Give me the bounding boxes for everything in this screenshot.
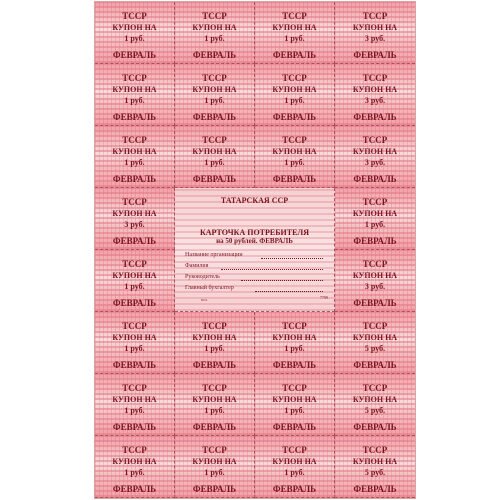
coupon-amount: 1 руб. [204,34,225,43]
coupon [95,188,175,250]
coupon-month: ФЕВРАЛЬ [353,360,397,370]
coupon [95,250,175,312]
coupon-month: ФЕВРАЛЬ [192,422,237,432]
coupon [335,126,415,188]
coupon [95,436,175,498]
coupon-label: КУПОН НА [272,457,317,466]
coupon-amount: 1 руб. [284,406,305,415]
coupon-amount: 3 руб. [364,282,386,291]
coupon-region: ТССР [122,445,147,455]
accountant-field-label: Главный бухгалтер [185,285,234,291]
coupon [95,312,175,374]
coupon-label: КУПОН НА [112,147,157,156]
coupon-region: ТССР [362,321,388,331]
coupon-region: ТССР [122,73,147,83]
coupon-month: ФЕВРАЛЬ [353,236,397,246]
surname-field-line [221,269,323,270]
coupon-label: КУПОН НА [352,395,398,404]
coupon [255,436,335,498]
coupon-month: ФЕВРАЛЬ [192,112,237,122]
coupon [95,374,175,436]
coupon-amount: 1 руб. [124,468,145,477]
coupon [95,126,175,188]
coupon-month: ФЕВРАЛЬ [112,422,157,432]
coupon-amount: 1 руб. [364,220,386,229]
coupon-region: ТССР [282,11,307,21]
coupon-amount: 3 руб. [124,220,145,229]
coupon-amount: 1 руб. [204,344,225,353]
coupon-label: КУПОН НА [352,457,398,466]
consumer-card-center [175,188,335,312]
coupon-month: ФЕВРАЛЬ [112,50,157,60]
coupon-month: ФЕВРАЛЬ [272,422,317,432]
coupon-region: ТССР [362,259,388,269]
coupon [95,64,175,126]
coupon-label: КУПОН НА [352,23,398,32]
coupon-month: ФЕВРАЛЬ [353,50,397,60]
coupon-label: КУПОН НА [192,457,237,466]
coupon-label: КУПОН НА [192,147,237,156]
coupon [255,126,335,188]
coupon [175,436,255,498]
coupon-label: КУПОН НА [192,85,237,94]
coupon-label: КУПОН НА [112,209,157,218]
coupon-label: КУПОН НА [272,395,317,404]
coupon-month: ФЕВРАЛЬ [272,50,317,60]
coupon [95,2,175,64]
coupon-label: КУПОН НА [352,333,398,342]
coupon-label: КУПОН НА [352,147,398,156]
coupon-month: ФЕВРАЛЬ [192,360,237,370]
coupon-month: ФЕВРАЛЬ [272,174,317,184]
accountant-field-line [255,291,323,292]
coupon-month: ФЕВРАЛЬ [112,112,157,122]
coupon-region: ТССР [202,321,227,331]
coupon-label: КУПОН НА [352,209,398,218]
coupon-amount: 1 руб. [204,468,225,477]
coupon-label: КУПОН НА [112,85,157,94]
coupon-label: КУПОН НА [112,333,157,342]
coupon-label: КУПОН НА [112,23,157,32]
coupon [335,436,415,498]
coupon-label: КУПОН НА [192,333,237,342]
coupon-month: ФЕВРАЛЬ [353,112,397,122]
coupon-amount: 3 руб. [364,34,386,43]
coupon-label: КУПОН НА [352,271,398,280]
organization-field-line [261,258,323,259]
coupon-month: ФЕВРАЛЬ [112,174,157,184]
coupon-month: ФЕВРАЛЬ [353,174,397,184]
coupon-amount: 1 руб. [284,158,305,167]
coupon-label: КУПОН НА [192,23,237,32]
coupon [255,2,335,64]
coupon-month: ФЕВРАЛЬ [112,484,157,494]
seal-mark: м.п. [201,297,208,302]
coupon-region: ТССР [202,73,227,83]
coupon [335,250,415,312]
coupon [255,374,335,436]
coupon-month: ФЕВРАЛЬ [353,422,397,432]
coupon-month: ФЕВРАЛЬ [272,360,317,370]
coupon-label: КУПОН НА [112,395,157,404]
coupon-amount: 1 руб. [284,468,305,477]
coupon-month: ФЕВРАЛЬ [272,484,317,494]
coupon-region: ТССР [122,383,147,393]
coupon [335,374,415,436]
coupon-region: ТССР [122,11,147,21]
coupon-amount: 5 руб. [364,468,386,477]
coupon [335,64,415,126]
coupon-region: ТССР [282,445,307,455]
coupon-month: ФЕВРАЛЬ [353,484,397,494]
coupon-month: ФЕВРАЛЬ [353,298,397,308]
coupon-region: ТССР [362,135,388,145]
coupon-label: КУПОН НА [352,85,398,94]
coupon-label: КУПОН НА [112,457,157,466]
head-field-line [241,280,323,281]
order-number: 7799 [320,295,328,300]
coupon [335,2,415,64]
coupon-region: ТССР [122,135,147,145]
coupon-region: ТССР [362,197,388,207]
coupon-amount: 1 руб. [204,406,225,415]
coupon-month: ФЕВРАЛЬ [192,174,237,184]
coupon-region: ТССР [282,135,307,145]
coupon [255,312,335,374]
coupon-month: ФЕВРАЛЬ [192,484,237,494]
organization-field-label: Название организации [185,252,243,258]
coupon-region: ТССР [122,259,147,269]
coupon-label: КУПОН НА [272,23,317,32]
coupon [175,312,255,374]
coupon [335,188,415,250]
coupon-month: ФЕВРАЛЬ [112,236,157,246]
coupon-region: ТССР [122,197,147,207]
coupon-region: ТССР [202,11,227,21]
coupon-month: ФЕВРАЛЬ [192,50,237,60]
coupon-label: КУПОН НА [272,85,317,94]
ration-card-sheet [95,2,415,498]
coupon [255,64,335,126]
coupon-amount: 1 руб. [204,158,225,167]
coupon-amount: 3 руб. [364,96,386,105]
surname-field-label: Фамилия [185,263,209,269]
coupon-label: КУПОН НА [272,333,317,342]
coupon-amount: 1 руб. [124,96,145,105]
coupon-region: ТССР [362,11,388,21]
coupon-region: ТССР [122,321,147,331]
coupon-amount: 1 руб. [284,34,305,43]
coupon-region: ТССР [202,135,227,145]
card-title: КАРТОЧКА ПОТРЕБИТЕЛЯ [199,228,310,237]
coupon [175,2,255,64]
coupon [175,374,255,436]
coupon-region: ТССР [282,73,307,83]
coupon [335,312,415,374]
coupon-region: ТССР [202,383,227,393]
head-field-label: Руководитель [185,274,220,280]
coupon-amount: 1 руб. [284,344,305,353]
coupon-region: ТССР [362,445,388,455]
coupon-region: ТССР [362,383,388,393]
coupon-region: ТССР [202,445,227,455]
card-subtitle: на 50 рублей. ФЕВРАЛЬ [216,237,293,245]
coupon-region: ТССР [282,321,307,331]
coupon-amount: 5 руб. [364,344,386,353]
coupon-amount: 1 руб. [124,406,145,415]
coupon-amount: 1 руб. [124,34,145,43]
coupon-amount: 5 руб. [364,406,386,415]
coupon-amount: 1 руб. [124,158,145,167]
coupon [175,126,255,188]
coupon-amount: 1 руб. [204,96,225,105]
coupon-month: ФЕВРАЛЬ [272,112,317,122]
coupon-region: ТССР [362,73,388,83]
coupon-amount: 1 руб. [124,282,145,291]
coupon-label: КУПОН НА [272,147,317,156]
coupon-amount: 1 руб. [284,96,305,105]
coupon-region: ТССР [282,383,307,393]
coupon-month: ФЕВРАЛЬ [112,298,157,308]
coupon-amount: 1 руб. [124,344,145,353]
coupon-month: ФЕВРАЛЬ [112,360,157,370]
coupon-label: КУПОН НА [112,271,157,280]
coupon-amount: 3 руб. [364,158,386,167]
coupon-label: КУПОН НА [192,395,237,404]
region-label: ТАТАРСКАЯ ССР [220,196,289,205]
coupon [175,64,255,126]
